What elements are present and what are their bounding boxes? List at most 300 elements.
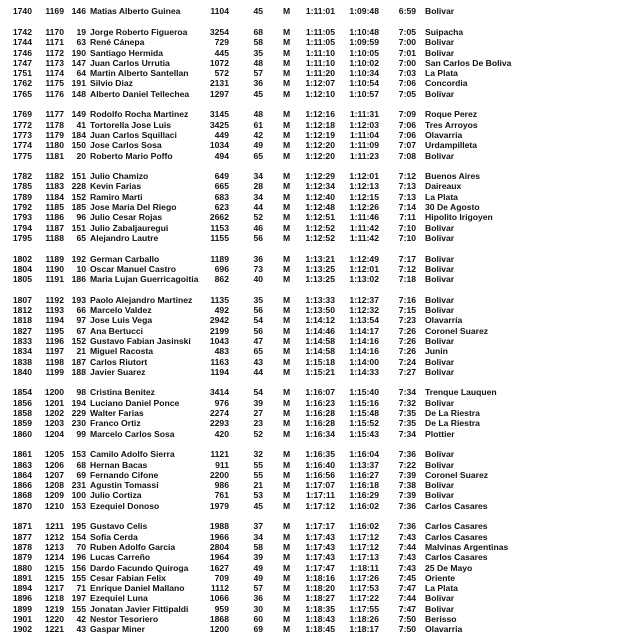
sex-cell: M [283, 222, 291, 233]
category-position-cell: 1201 [44, 397, 64, 408]
bib-number-cell: 2274 [209, 408, 229, 418]
position-cell: 1868 [12, 490, 32, 501]
bib-number-cell: 1627 [209, 562, 229, 573]
category-position-cell: 1186 [45, 212, 64, 223]
city-cell: La Plata [425, 68, 458, 79]
category-position-cell: 1214 [44, 552, 64, 563]
chip-time-cell: 1:15:52 [349, 418, 379, 429]
table-row [0, 552, 634, 562]
sex-cell: M [283, 335, 291, 346]
pace-cell: 7:08 [398, 150, 416, 161]
chip-time-cell: 1:11:42 [349, 232, 379, 243]
pace-cell: 7:01 [398, 47, 416, 58]
city-cell: Coronel Suarez [425, 325, 489, 336]
bib-position-cell: 151 [71, 222, 86, 233]
gun-time-cell: 1:14:12 [305, 315, 335, 326]
age-cell: 47 [253, 335, 263, 346]
sex-cell: M [283, 325, 291, 336]
chip-time-cell: 1:17:26 [349, 572, 379, 583]
category-position-cell: 1212 [44, 531, 64, 542]
table-row [0, 346, 634, 356]
city-cell: Bolivar [425, 603, 455, 614]
position-cell: 1762 [12, 78, 32, 89]
position-cell: 1765 [12, 88, 32, 99]
gun-time-cell: 1:18:16 [305, 572, 335, 583]
pace-cell: 6:59 [398, 6, 416, 17]
gun-time-cell: 1:12:40 [305, 191, 335, 202]
position-cell: 1877 [12, 531, 32, 542]
bib-position-cell: 67 [76, 325, 86, 336]
runner-name-cell: Agustin Tomassi [90, 480, 159, 491]
age-cell: 48 [253, 109, 263, 120]
bib-position-cell: 21 [76, 346, 86, 357]
city-cell: Urdampilleta [425, 140, 478, 151]
table-row [0, 387, 634, 397]
bib-position-cell: 146 [71, 6, 86, 17]
gun-time-cell: 1:12:29 [305, 171, 335, 182]
gun-time-cell: 1:17:43 [305, 531, 335, 542]
table-row [0, 315, 634, 325]
position-cell: 1861 [12, 449, 32, 460]
age-cell: 49 [253, 562, 263, 573]
city-cell: San Carlos De Boliva [425, 57, 512, 68]
bib-number-cell: 1121 [210, 449, 229, 460]
category-position-cell: 1211 [45, 521, 64, 532]
position-cell: 1812 [12, 305, 32, 315]
pace-cell: 7:24 [398, 356, 416, 367]
category-position-cell: 1185 [45, 202, 64, 212]
pace-cell: 7:10 [398, 222, 416, 233]
gun-time-cell: 1:17:07 [305, 480, 335, 491]
pace-cell: 7:35 [398, 418, 416, 429]
pace-cell: 7:10 [398, 232, 416, 243]
city-cell: La Plata [425, 191, 458, 202]
bib-number-cell: 1988 [209, 521, 229, 532]
runner-name-cell: Juan Carlos Urrutia [90, 57, 170, 68]
chip-time-cell: 1:14:16 [349, 335, 379, 346]
city-cell: Roque Perez [425, 109, 478, 120]
position-cell: 1899 [12, 603, 32, 614]
chip-time-cell: 1:17:55 [349, 603, 379, 614]
sex-cell: M [283, 212, 291, 223]
chip-time-cell: 1:13:02 [349, 274, 379, 285]
position-cell: 1878 [12, 541, 32, 552]
category-position-cell: 1174 [45, 68, 64, 79]
pace-cell: 7:22 [398, 459, 416, 470]
table-row [0, 593, 634, 603]
bib-position-cell: 196 [71, 552, 86, 563]
chip-time-cell: 1:13:54 [349, 315, 379, 326]
gun-time-cell: 1:12:10 [305, 88, 335, 99]
table-row [0, 532, 634, 542]
age-cell: 57 [253, 68, 263, 79]
bib-position-cell: 155 [71, 603, 86, 614]
position-cell: 1858 [12, 408, 32, 418]
position-cell: 1782 [12, 171, 32, 182]
position-cell: 1879 [12, 552, 32, 563]
table-row [0, 480, 634, 490]
position-cell: 1773 [12, 129, 32, 140]
gun-time-cell: 1:12:34 [305, 181, 335, 192]
gun-time-cell: 1:12:19 [305, 129, 335, 140]
chip-time-cell: 1:12:03 [349, 119, 379, 130]
chip-time-cell: 1:12:01 [349, 263, 379, 274]
sex-cell: M [283, 541, 291, 552]
bib-position-cell: 152 [71, 335, 86, 346]
city-cell: Olavarría [425, 315, 463, 326]
table-row [0, 78, 634, 88]
pace-cell: 7:32 [398, 397, 416, 408]
category-position-cell: 1183 [45, 181, 64, 192]
runner-name-cell: Julio Cesar Rojas [90, 212, 163, 223]
gun-time-cell: 1:11:01 [305, 6, 335, 17]
sex-cell: M [283, 274, 291, 285]
pace-cell: 7:39 [398, 490, 416, 501]
bib-position-cell: 63 [76, 37, 86, 48]
age-cell: 55 [253, 469, 263, 480]
table-row [0, 212, 634, 222]
pace-cell: 7:12 [398, 263, 416, 274]
gun-time-cell: 1:17:43 [305, 552, 335, 563]
sex-cell: M [283, 6, 291, 17]
chip-time-cell: 1:14:16 [349, 346, 379, 357]
sex-cell: M [283, 480, 291, 491]
city-cell: La Plata [425, 583, 458, 594]
category-position-cell: 1220 [44, 614, 64, 624]
bib-number-cell: 1966 [209, 531, 229, 542]
runner-name-cell: Marcelo Carlos Sosa [90, 428, 175, 439]
sex-cell: M [283, 202, 291, 212]
bib-position-cell: 230 [71, 418, 86, 429]
sex-cell: M [283, 315, 291, 326]
sex-cell: M [283, 356, 291, 367]
runner-name-cell: Jose Carlos Sosa [90, 140, 162, 151]
pace-cell: 7:45 [398, 572, 416, 583]
runner-name-cell: Hernan Bacas [90, 459, 148, 470]
gun-time-cell: 1:11:20 [305, 68, 335, 79]
sex-cell: M [283, 171, 291, 182]
gun-time-cell: 1:12:20 [305, 140, 335, 151]
table-row [0, 274, 634, 284]
city-cell: Bolivar [425, 47, 455, 58]
position-cell: 1866 [12, 480, 32, 491]
chip-time-cell: 1:17:53 [349, 583, 379, 594]
city-cell: Olavarria [425, 624, 463, 634]
category-position-cell: 1194 [45, 315, 64, 326]
runner-name-cell: Javier Suarez [90, 366, 146, 377]
position-cell: 1854 [12, 387, 32, 398]
bib-number-cell: 1072 [209, 57, 229, 68]
chip-time-cell: 1:16:02 [349, 500, 379, 511]
age-cell: 44 [253, 202, 263, 212]
runner-name-cell: Santiago Hermida [90, 47, 164, 58]
bib-position-cell: 66 [76, 305, 86, 315]
gun-time-cell: 1:15:21 [305, 366, 335, 377]
position-cell: 1805 [12, 274, 32, 285]
table-row [0, 418, 634, 428]
city-cell: Tres Arroyos [425, 119, 478, 130]
bib-position-cell: 19 [76, 26, 86, 37]
chip-time-cell: 1:11:31 [349, 109, 379, 120]
bib-number-cell: 1043 [209, 335, 229, 346]
table-row [0, 604, 634, 614]
table-row [0, 470, 634, 480]
runner-name-cell: Fernando Cifone [90, 469, 159, 480]
pace-cell: 7:47 [398, 583, 416, 594]
table-row [0, 202, 634, 212]
sex-cell: M [283, 418, 291, 429]
bib-position-cell: 191 [71, 78, 86, 89]
bib-position-cell: 155 [71, 572, 86, 583]
position-cell: 1827 [12, 325, 32, 336]
age-cell: 36 [253, 78, 263, 89]
bib-number-cell: 911 [215, 459, 229, 470]
pace-cell: 7:07 [398, 140, 416, 151]
bib-number-cell: 1104 [210, 6, 229, 17]
bib-number-cell: 665 [214, 181, 229, 192]
bib-number-cell: 1163 [210, 356, 229, 367]
gun-time-cell: 1:12:52 [305, 232, 335, 243]
runner-name-cell: Sofia Cerda [90, 531, 138, 542]
bib-position-cell: 150 [71, 140, 86, 151]
chip-time-cell: 1:10:54 [349, 78, 379, 89]
category-position-cell: 1176 [45, 88, 64, 99]
table-row [0, 408, 634, 418]
bib-number-cell: 3145 [209, 109, 229, 120]
runner-name-cell: Jonatan Javier Fittipaldi [90, 603, 189, 614]
position-cell: 1901 [12, 614, 32, 624]
bib-position-cell: 188 [71, 366, 86, 377]
sex-cell: M [283, 614, 291, 624]
age-cell: 35 [253, 47, 263, 58]
table-row [0, 501, 634, 511]
bib-number-cell: 449 [214, 129, 229, 140]
position-cell: 1742 [12, 26, 32, 37]
bib-position-cell: 71 [76, 583, 86, 594]
bib-position-cell: 10 [76, 263, 86, 274]
gun-time-cell: 1:13:21 [305, 253, 335, 264]
sex-cell: M [283, 37, 291, 48]
bib-number-cell: 1194 [210, 366, 229, 377]
category-position-cell: 1178 [45, 119, 64, 130]
age-cell: 49 [253, 572, 263, 583]
runner-name-cell: Oscar Manuel Castro [90, 263, 176, 274]
sex-cell: M [283, 552, 291, 563]
position-cell: 1870 [12, 500, 32, 511]
category-position-cell: 1187 [45, 222, 64, 233]
runner-name-cell: Martin Alberto Santellan [90, 68, 189, 79]
runner-name-cell: Tortorella Jose Luis [90, 119, 172, 130]
position-cell: 1834 [12, 346, 32, 357]
gun-time-cell: 1:11:10 [305, 47, 335, 58]
gun-time-cell: 1:17:17 [305, 521, 335, 532]
runner-name-cell: Cesar Fabian Felix [90, 572, 166, 583]
gun-time-cell: 1:16:40 [305, 459, 335, 470]
bib-position-cell: 193 [71, 294, 86, 305]
table-row [0, 305, 634, 315]
category-position-cell: 1172 [45, 47, 64, 58]
age-cell: 21 [253, 480, 263, 491]
table-row [0, 573, 634, 583]
runner-name-cell: German Carballo [90, 253, 160, 264]
runner-name-cell: Marcelo Valdez [90, 305, 152, 315]
gun-time-cell: 1:18:35 [305, 603, 335, 614]
pace-cell: 7:16 [398, 294, 416, 305]
bib-number-cell: 572 [214, 68, 229, 79]
runner-name-cell: Franco Ortiz [90, 418, 141, 429]
age-cell: 27 [253, 408, 263, 418]
chip-time-cell: 1:15:48 [349, 408, 379, 418]
table-row [0, 614, 634, 624]
age-cell: 56 [253, 325, 263, 336]
city-cell: Bolivar [425, 232, 455, 243]
chip-time-cell: 1:09:59 [349, 37, 379, 48]
table-row [0, 357, 634, 367]
city-cell: Bolivar [425, 335, 455, 346]
runner-name-cell: Ramiro Marti [90, 191, 143, 202]
bib-position-cell: 148 [71, 88, 86, 99]
age-cell: 34 [253, 531, 263, 542]
bib-position-cell: 231 [71, 480, 86, 491]
pace-cell: 7:05 [398, 26, 416, 37]
table-row [0, 542, 634, 552]
bib-position-cell: 96 [76, 212, 86, 223]
chip-time-cell: 1:16:18 [349, 480, 379, 491]
city-cell: Bolivar [425, 150, 455, 161]
gun-time-cell: 1:14:46 [305, 325, 335, 336]
table-row [0, 490, 634, 500]
age-cell: 23 [253, 418, 263, 429]
age-cell: 46 [253, 222, 263, 233]
position-cell: 1802 [12, 253, 32, 264]
gun-time-cell: 1:13:50 [305, 305, 335, 315]
pace-cell: 7:47 [398, 603, 416, 614]
city-cell: De La Riestra [425, 408, 480, 418]
gun-time-cell: 1:12:48 [305, 202, 335, 212]
runner-name-cell: Julio Zabaljauregui [90, 222, 169, 233]
bib-number-cell: 1066 [209, 593, 229, 604]
runner-name-cell: Miguel Racosta [90, 346, 154, 357]
position-cell: 1833 [12, 335, 32, 346]
bib-number-cell: 2293 [209, 418, 229, 429]
bib-number-cell: 1297 [209, 88, 229, 99]
sex-cell: M [283, 346, 291, 357]
bib-position-cell: 69 [76, 469, 86, 480]
runner-name-cell: Julio Cortiza [90, 490, 142, 501]
category-position-cell: 1221 [44, 624, 64, 634]
chip-time-cell: 1:11:42 [349, 222, 379, 233]
sex-cell: M [283, 68, 291, 79]
pace-cell: 7:11 [399, 212, 416, 223]
chip-time-cell: 1:12:13 [349, 181, 379, 192]
table-row [0, 254, 634, 264]
sex-cell: M [283, 397, 291, 408]
pace-cell: 7:43 [398, 562, 416, 573]
runner-name-cell: Camilo Adolfo Sierra [90, 449, 175, 460]
age-cell: 42 [253, 129, 263, 140]
pace-cell: 7:36 [398, 449, 416, 460]
runner-name-cell: Kevin Farias [90, 181, 142, 192]
table-row [0, 449, 634, 459]
runner-name-cell: Gustavo Celis [90, 521, 148, 532]
chip-time-cell: 1:13:37 [349, 459, 379, 470]
sex-cell: M [283, 531, 291, 542]
pace-cell: 7:00 [398, 57, 416, 68]
gun-time-cell: 1:11:05 [305, 37, 335, 48]
position-cell: 1840 [12, 366, 32, 377]
position-cell: 1775 [12, 150, 32, 161]
position-cell: 1838 [12, 356, 32, 367]
gun-time-cell: 1:14:58 [305, 346, 335, 357]
gun-time-cell: 1:17:12 [305, 500, 335, 511]
sex-cell: M [283, 57, 291, 68]
sex-cell: M [283, 140, 291, 151]
bib-position-cell: 100 [71, 490, 86, 501]
runner-name-cell: Nestor Tesoriero [90, 614, 159, 624]
chip-time-cell: 1:10:48 [349, 26, 379, 37]
category-position-cell: 1215 [44, 562, 64, 573]
position-cell: 1859 [12, 418, 32, 429]
bib-number-cell: 2942 [209, 315, 229, 326]
category-position-cell: 1200 [44, 387, 64, 398]
runner-name-cell: Paolo Alejandro Martinez [90, 294, 193, 305]
runner-name-cell: Carlos Riutort [90, 356, 148, 367]
chip-time-cell: 1:11:09 [349, 140, 379, 151]
sex-cell: M [283, 78, 291, 89]
gun-time-cell: 1:12:52 [305, 222, 335, 233]
chip-time-cell: 1:18:11 [349, 562, 379, 573]
gun-time-cell: 1:13:25 [305, 274, 335, 285]
table-row [0, 367, 634, 377]
sex-cell: M [283, 408, 291, 418]
position-cell: 1744 [12, 37, 32, 48]
bib-number-cell: 1200 [209, 624, 229, 634]
sex-cell: M [283, 624, 291, 634]
pace-cell: 7:06 [398, 78, 416, 89]
city-cell: Bolivar [425, 397, 455, 408]
table-row [0, 398, 634, 408]
table-row [0, 460, 634, 470]
sex-cell: M [283, 572, 291, 583]
pace-cell: 7:06 [398, 119, 416, 130]
chip-time-cell: 1:16:02 [349, 521, 379, 532]
bib-position-cell: 192 [71, 253, 86, 264]
runner-name-cell: Juan Carlos Squillaci [90, 129, 177, 140]
position-cell: 1772 [12, 119, 32, 130]
bib-number-cell: 709 [214, 572, 229, 583]
bib-number-cell: 2200 [209, 469, 229, 480]
city-cell: Bolivar [425, 37, 455, 48]
bib-number-cell: 3414 [209, 387, 229, 398]
chip-time-cell: 1:12:32 [349, 305, 379, 315]
pace-cell: 7:27 [398, 366, 416, 377]
pace-cell: 7:35 [398, 408, 416, 418]
sex-cell: M [283, 428, 291, 439]
bib-number-cell: 623 [214, 202, 229, 212]
table-row [0, 37, 634, 47]
category-position-cell: 1195 [45, 325, 64, 336]
category-position-cell: 1202 [44, 408, 64, 418]
bib-number-cell: 420 [214, 428, 229, 439]
bib-position-cell: 149 [71, 109, 86, 120]
category-position-cell: 1213 [44, 541, 64, 552]
chip-time-cell: 1:11:04 [349, 129, 379, 140]
category-position-cell: 1173 [45, 57, 64, 68]
sex-cell: M [283, 191, 291, 202]
gun-time-cell: 1:17:43 [305, 541, 335, 552]
bib-position-cell: 154 [71, 531, 86, 542]
gun-time-cell: 1:14:58 [305, 335, 335, 346]
